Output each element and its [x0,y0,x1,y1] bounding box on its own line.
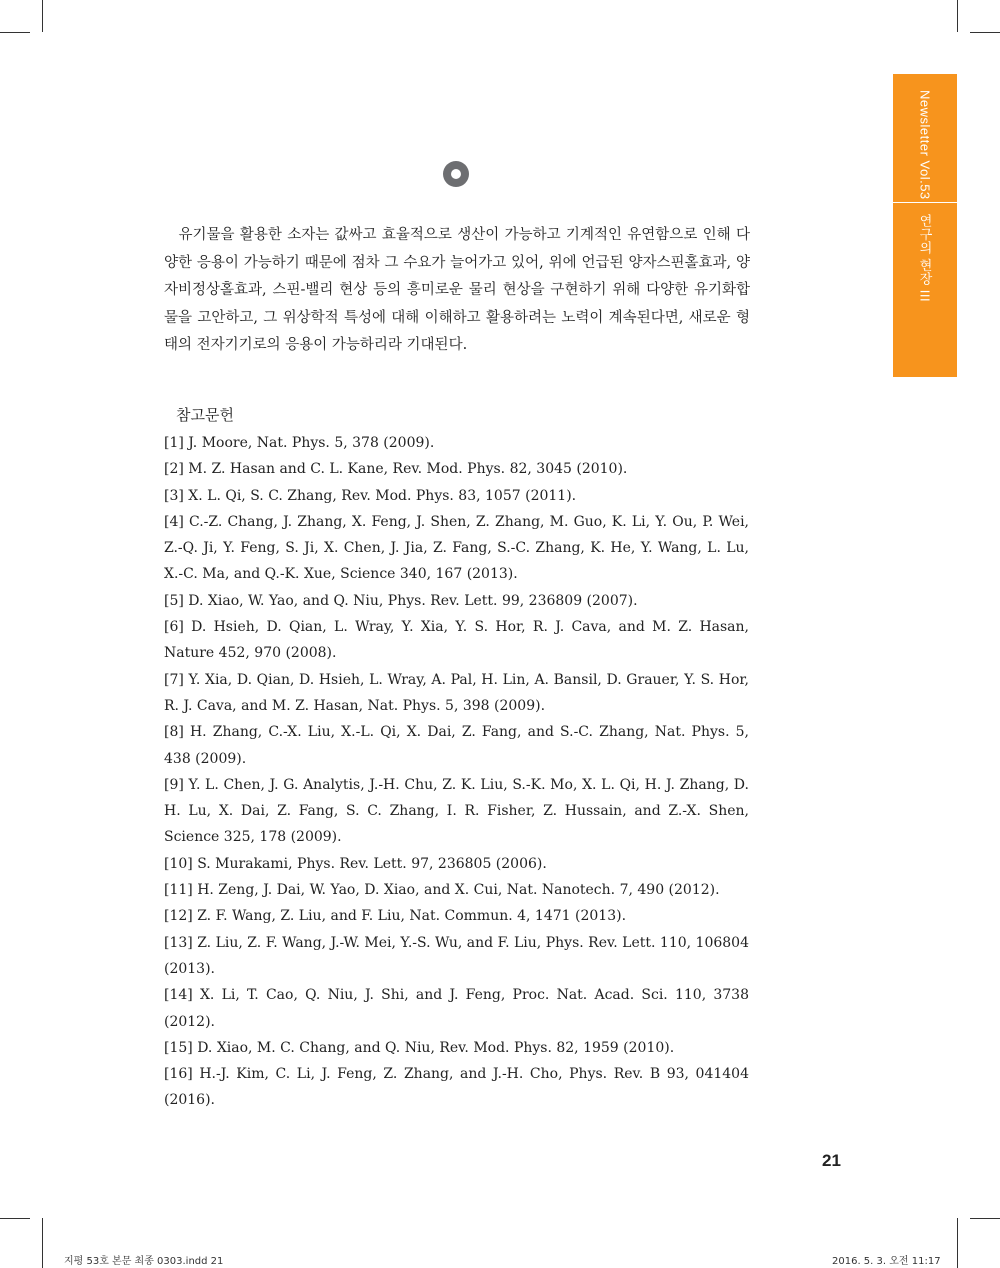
reference-item: [1] J. Moore, Nat. Phys. 5, 378 (2009). [164,435,435,451]
crop-mark [970,1218,1000,1219]
page-number: 21 [822,1151,841,1170]
crop-mark [42,0,43,32]
references-list [164,430,749,1114]
crop-mark [957,1218,958,1268]
reference-item: [12] Z. F. Wang, Z. Liu, and F. Liu, Nat. Commun. 4, 1471 (2013). [164,908,627,925]
reference-item: [13] Z. Liu, Z. F. Wang, J.-W. Mei, Y.-S. Wu, and F. Liu, Phys. Rev. Lett. 110, 106804 (2013). [164,934,749,977]
section-label: 연구의 현장 III [917,214,933,303]
crop-mark [0,32,30,33]
reference-item: [5] D. Xiao, W. Yao, and Q. Niu, Phys. Rev. Lett. 99, 236809 (2007). [164,592,638,609]
reference-item: [2] M. Z. Hasan and C. L. Kane, Rev. Mod. Phys. 82, 3045 (2010). [164,461,628,478]
crop-mark [970,32,1000,33]
print-timestamp: 2016. 5. 3. 오전 11:17 [832,1256,941,1267]
reference-item: [14] X. Li, T. Cao, Q. Niu, J. Shi, and J. Feng, Proc. Nat. Acad. Sci. 110, 3738 (2012). [164,987,749,1030]
reference-item: [9] Y. L. Chen, J. G. Analytis, J.-H. Chu, Z. K. Liu, S.-K. Mo, X. L. Qi, H. J. Zhang, D. H. Lu, X. Dai, Z. Fang, S. C. Zhang, I. R. Fisher, Z. Hussain, and Z.-X. Shen, Science 325, 178 (2009). [164,776,749,846]
body-paragraph: 유기물을 활용한 소자는 값싸고 효율적으로 생산이 가능하고 기계적인 유연함으로 인해 다양한 응용이 가능하기 때문에 점차 그 수요가 늘어가고 있어, 위에 언급된 양자스핀홀효과, 양자비정상홀효과, 스핀-밸리 현상 등의 흥미로운 물리 현상을 구현하기 위해 다양한 유기화합물을 고안하고, 그 위상학적 특성에 대해 이해하고 활용하려는 노력이 계속된다면, 새로운 형태의 전자기기로의 응용이 가능하리라 기대된다. [164,227,750,353]
print-file-info: 지평 53호 본문 최종 0303.indd 21 [64,1256,224,1267]
reference-item: [10] S. Murakami, Phys. Rev. Lett. 97, 236805 (2006). [164,855,547,872]
reference-item: [3] X. L. Qi, S. C. Zhang, Rev. Mod. Phys. 83, 1057 (2011). [164,487,577,504]
reference-item: [7] Y. Xia, D. Qian, D. Hsieh, L. Wray, A. Pal, H. Lin, A. Bansil, D. Grauer, Y. S. Hor, R. J. Cava, and M. Z. Hasan, Nat. Phys. 5, 398 (2009). [164,671,749,714]
reference-item: [15] D. Xiao, M. C. Chang, and Q. Niu, Rev. Mod. Phys. 82, 1959 (2010). [164,1039,675,1056]
side-tab-divider [893,202,957,203]
reference-item: [11] H. Zeng, J. Dai, W. Yao, D. Xiao, and X. Cui, Nat. Nanotech. 7, 490 (2012). [164,882,720,899]
crop-mark [957,0,958,32]
ring-bullet-icon [443,161,469,187]
reference-item: [16] H.-J. Kim, C. Li, J. Feng, Z. Zhang, and J.-H. Cho, Phys. Rev. B 93, 041404 (2016). [164,1066,749,1109]
crop-mark [42,1218,43,1268]
reference-item: [8] H. Zhang, C.-X. Liu, X.-L. Qi, X. Dai, Z. Fang, and S.-C. Zhang, Nat. Phys. 5, 438 (2009). [164,724,749,767]
section-side-tab [893,74,957,377]
crop-mark [0,1218,30,1219]
reference-item: [4] C.-Z. Chang, J. Zhang, X. Feng, J. Shen, Z. Zhang, M. Guo, K. Li, Y. Ou, P. Wei, Z.-Q. Ji, Y. Feng, S. Ji, X. Chen, J. Jia, Z. Fang, S.-C. Zhang, K. He, Y. Wang, L. Lu, X.-C. Ma, and Q.-K. Xue, Science 340, 167 (2013). [164,513,749,583]
reference-item: [6] D. Hsieh, D. Qian, L. Wray, Y. Xia, Y. S. Hor, R. J. Cava, and M. Z. Hasan, Nature 452, 970 (2008). [164,619,749,662]
references-heading: 참고문헌 [176,406,234,424]
newsletter-label: Newsletter Vol.53 [917,90,933,200]
